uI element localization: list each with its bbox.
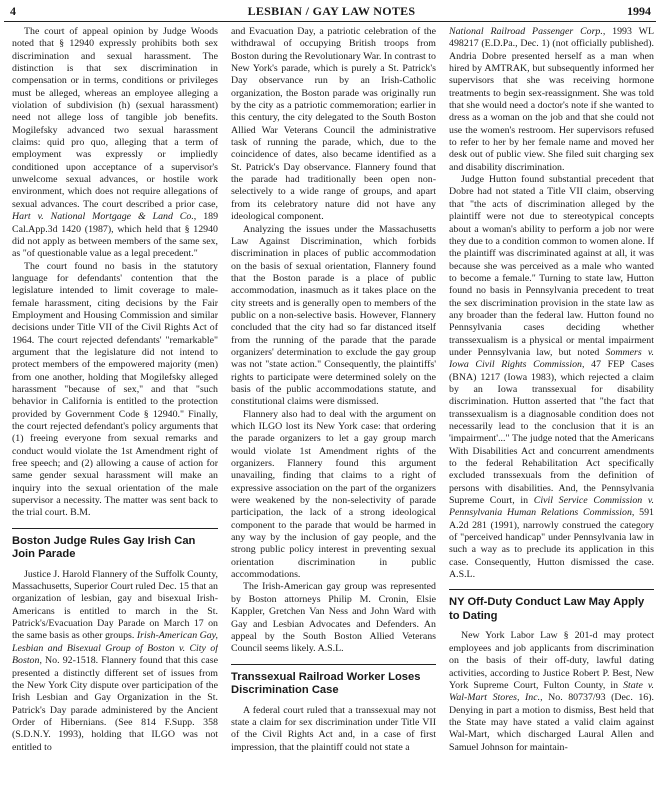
column-2: [231, 26, 436, 800]
article-paragraph: Flannery also had to deal with the argument on which ILGO lost its New York case: that ordering the parade organizers to let a gay group march would violate 1st Amendment rights of the organizers. Flannery found this argument unavailing, finding that claims to a right of expressive association on the part of the organizers were weakened by the non-selectivity of parade participation, the lack of a strong ideological component to the parade that would be harmed in any way by the inclusion of gay people, and the strong public policy interest in preventing sexual orientation discrimination in public accommodations.: [231, 408, 436, 581]
article-divider: [449, 589, 654, 590]
article-paragraph: The Irish-American gay group was represented by Boston attorneys Philip M. Cronin, Elsie Kappler, Gretchen Van Ness and John Ward with Gay and Lesbian Advocates and Defenders. An appeal by the South Boston Allied Veterans Council seems likely. A.S.L.: [231, 581, 436, 655]
article-divider: [12, 528, 218, 529]
article-paragraph: National Railroad Passenger Corp., 1993 WL 498217 (E.D.Pa., Dec. 1) (not officially published). Andria Dobre presented herself as a man when hired by AMTRAK, but subsequently informed her supervisors that she was receiving hormone treatments to begin sex-reassignment. She was told that she would need a doctor's note if she wanted to dress as a woman on the job and that she could not use the women's restroom. Her supervisors refused to refer to her by her female name and moved her desk out of public view. She filed suit charging sex and disability discrimination.: [449, 26, 654, 173]
column-3: [449, 26, 654, 800]
article-headline: Transsexual Railroad Worker Loses Discrimination Case: [231, 670, 421, 697]
article-paragraph: A federal court ruled that a transsexual may not state a claim for sex discrimination under Title VII of the Civil Rights Act and, in a case of first impression, that the plaintiff could not state a: [231, 704, 436, 753]
article-paragraph: New York Labor Law § 201-d may protect employees and job applicants from discrimination on the basis of their off-duty, lawful dating activities, according to Justice Robert P. Best, New York Supreme Court, Fulton County, in State v. Wal-Mart Stores, Inc., No. 80737/93 (Dec. 16). Denying in part a motion to dismiss, Best held that the State may have stated a valid claim against Wal-Mart, which discharged Laural Allen and Samuel Johnson for maintain-: [449, 630, 654, 753]
page-header: [4, 0, 659, 20]
column-1: [12, 26, 218, 800]
header-rule: [4, 21, 656, 22]
article-paragraph: Justice J. Harold Flannery of the Suffolk County, Massachusetts, Superior Court ruled Dec. 15 that an organization of lesbian, gay and bisexual Irish-Americans is entitled to march in the St. Patrick's/Evacuation Day Parade on March 17 on the same basis as other groups. Irish-American Gay, Lesbian and Bisexual Group of Boston v. City of Boston, No. 92-1518. Flannery found that this case presented a distinctly different set of issues from the New York City dispute over participation of the Irish Lesbian and Gay Organization in the St. Patrick's Day parade administered by the Ancient Order of Hibernians. (See 814 F.Supp. 358 (S.D.N.Y. 1993), holding that ILGO was not entitled to: [12, 568, 218, 753]
publication-title: LESBIAN / GAY LAW NOTES: [247, 4, 416, 18]
article-paragraph: and Evacuation Day, a patriotic celebration of the withdrawal of occupying British troops from Boston during the Revolutionary War. In contrast to New York's parade, which is purely a St. Patrick's Day observance run by an Irish-Catholic organization, the Boston parade was originally run by the city as a patriotic commemoration; earlier in this century, the city delegated to the South Boston Allied War Veterans Council the administrative task of running the parade, which, due to the coincidence of dates, also became identified as a St. Patrick's Day observance. Flannery found that the parade had traditionally been open non-selectively to a wide range of groups, and apart from its celebratory nature did not have any ideological component.: [231, 26, 436, 223]
article-paragraph: Judge Hutton found substantial precedent that Dobre had not stated a Title VII claim, observing that "the acts of discrimination alleged by the plaintiff were not due to stereotypical concepts about a woman's ability to perform a job nor were they due to a condition common to women alone. If the plaintiff was discriminated against at all, it was because she was perceived as a male who wanted to become a female." Turning to state law, Hutton found no basis in Pennsylvania precedent to treat the sex discrimination provision in the state law as any broader than the federal law. Hutton found no Pennsylvania cases deciding whether transsexualism is a physical or mental impairment under Pennsylvania law, but noted Sommers v. Iowa Civil Rights Commission, 47 FEP Cases (BNA) 1217 (Iowa 1983), which rejected a claim by an Iowa transsexual for disability discrimination. Hutton asserted that "the fact that transsexualism is a diagnosable condition does not necessarily lead to the conclusion that it is an 'impairment'..." The judge noted that the Americans With Disabilities Act and concurrent amendments to the federal Rehabilitation Act specifically excluded transsexuals from the definition of persons with disabilities. And, the Pennsylvania Supreme Court, in Civil Service Commission v. Pennsylvania Human Relations Commission, 591 A.2d 281 (1991), narrowly construed the category of "perceived handicap" under Pennsylvania law in such a way as to preclude its application in this case. Consequently, Hutton dismissed the case. A.S.L.: [449, 174, 654, 581]
article-headline: Boston Judge Rules Gay Irish Can Join Parade: [12, 534, 196, 561]
article-paragraph: The court found no basis in the statutory language for defendants' contention that the legislature intended to limit coverage to male-female harassment, citing decisions by the Fair Employment and Housing Commission and similar decisions under Title VII of the Civil Rights Act of 1964. The court rejected defendants' "remarkable" argument that the legislature did not intend to protect members of the empowered majority (men) from one another, holding that Mogilefsky alleged harassment "because of sex," and that "such behavior in California is entitled to the protection provided by Government Code § 12940." Finally, the court rejected defendant's policy arguments that (1) freeing everyone from sexual remarks and conduct would violate the 1st Amendment right of free speech; and (2) allowing a cause of action for same gender sexual harassment will make an inquiry into the sexual orientation of the male supervisor a necessity. The matter was sent back to the trial court. B.M.: [12, 260, 218, 519]
article-paragraph: Analyzing the issues under the Massachusetts Law Against Discrimination, which forbids discrimination in places of public accommodation on the basis of sexual orientation, Flannery found that the Boston parade is a place of public accommodation, inasmuch as it takes place on the city streets and is generally open to members of the public on a non-selective basis. However, Flannery concluded that the city had so far distanced itself from the running of the parade that the parade organizers' determination to exclude the gay group was not "state action." Consequently, the plaintiffs' rights to participate were determined solely on the basis of the public accommodations statute, and constitutional claims were dismissed.: [231, 223, 436, 408]
publication-year: 1994: [627, 4, 651, 18]
article-divider: [231, 664, 436, 665]
article-headline: NY Off-Duty Conduct Law May Apply to Dating: [449, 596, 645, 622]
page-number: 4: [10, 4, 16, 18]
article-paragraph: The court of appeal opinion by Judge Woods noted that § 12940 expressly prohibits both sex discrimination and sexual harassment. The distinction is that sex discrimination in compensation or in terms, conditions or privileges must be alleged, whereas an employee alleging a violation of subdivision (h) (sexual harassment) need not allege loss of tangible job benefits. Mogilefsky advanced two sexual harassment claims: quid pro quo, alleging that a term of employment was expressly or impliedly conditioned upon acceptance of a supervisor's unwelcome sexual advances, or hostile work environment, which does not require allegations of sexual advances. The court described a prior case, Hart v. National Mortgage & Land Co., 189 Cal.App.3d 1420 (1987), which held that § 12940 did not apply as between members of the same sex, as "of questionable value as a legal precedent.": [12, 26, 218, 260]
